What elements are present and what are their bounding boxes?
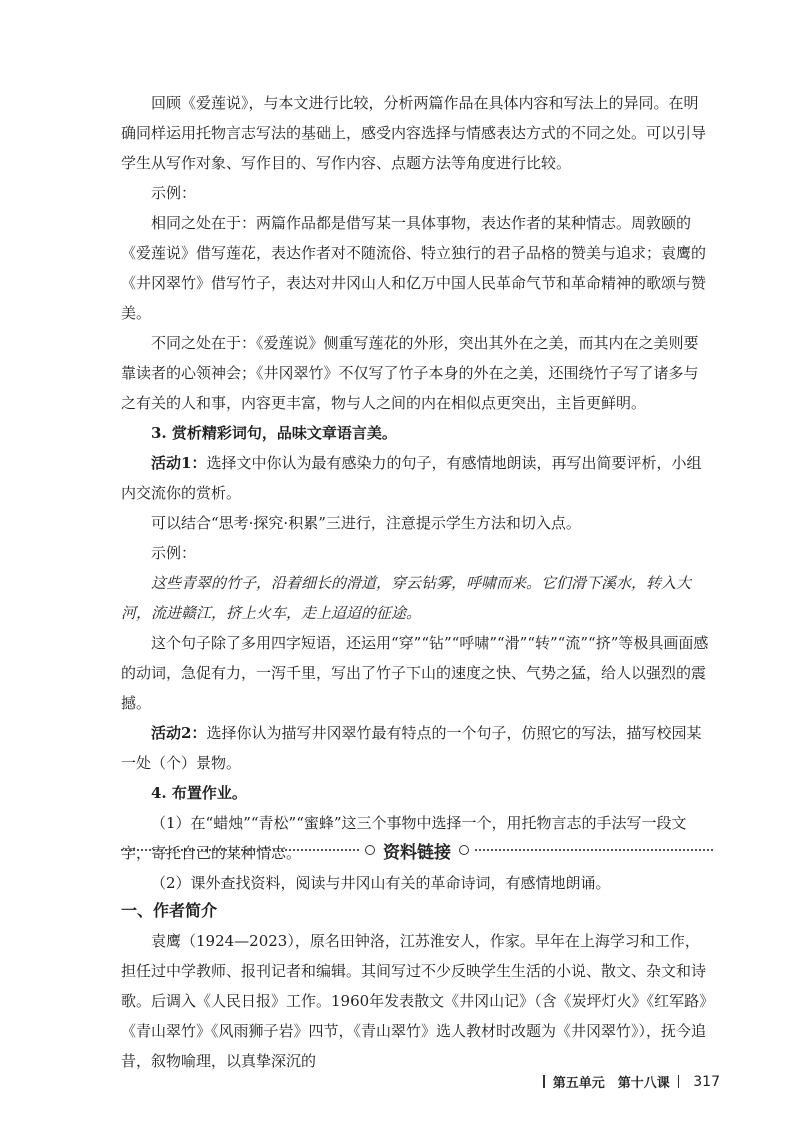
paragraph-similarities: 相同之处在于：两篇作品都是借写某一具体事物，表达作者的某种情志。周敦颐的《爱莲说》借写莲花，表达作者对不随流俗、特立独行的君子品格的赞美与追求；袁鹰的《井冈翠竹》借写竹子，表达对井冈山人和亿万中国人民革命气节和革命精神的歌颂与赞美。 [121, 214, 707, 322]
paragraph-hint: 可以结合“思考·探究·积累”三进行，注意提示学生方法和切入点。 [151, 514, 581, 532]
example-label-2: 示例： [151, 544, 197, 562]
author-bio: 袁鹰（1924—2023），原名田钟洛，江苏淮安人，作家。早年在上海学习和工作，担任过中学教师、报刊记者和编辑。其间写过不少反映学生生活的小说、散文、杂文和诗歌。后调入《人民日报》工作。1960年发表散文《井冈山记》（含《炭坪灯火》《红军路》《青山翠竹》《风雨狮子岩》四节，《青山翠竹》选人教材时改题为《井冈翠竹》），抚今追昔，叙物喻理，以真挚深沉的 [121, 932, 707, 1070]
page-footer [535, 1072, 720, 1091]
heading-step-4: 4. 布置作业。 [151, 784, 247, 802]
heading-step-3: 3. 赏析精彩词句，品味文章语言美。 [151, 424, 397, 442]
paragraph-differences: 不同之处在于：《爱莲说》侧重写莲花的外形，突出其外在之美，而其内在之美则要靠读者的心领神会；《井冈翠竹》不仅写了竹子本身的外在之美，还围绕竹子写了诸多与之有关的人和事，内容更丰富，物与人之间的内在相似点更突出，主旨更鲜明。 [121, 334, 699, 412]
author-intro-heading: 一、作者简介 [121, 901, 218, 920]
divider-dots-right [475, 849, 713, 851]
homework-2: （2）课外查找资料，阅读与井冈山有关的革命诗词，有感情地朗诵。 [151, 874, 611, 892]
example-label: 示例： [151, 184, 197, 202]
resource-section [121, 896, 713, 1076]
page-number: 317 [693, 1073, 720, 1090]
homework-1: （1）在“蜡烛”“青松”“蜜蜂”这三个事物中选择一个，用托物言志的手法写一段文字，寄托自己的某种情志。 [121, 814, 687, 862]
divider-dots-left [121, 849, 359, 851]
footer-separator [678, 1075, 680, 1088]
resource-divider [121, 838, 713, 862]
activity-1-label: 活动1： [151, 454, 207, 472]
main-text [121, 88, 713, 898]
activity-2 [121, 718, 713, 778]
activity-1-text: 选择文中你认为最有感染力的句子，有感情地朗读，再写出简要评析，小组内交流你的赏析。 [121, 454, 702, 502]
activity-2-text: 选择你认为描写井冈翠竹最有特点的一个句子，仿照它的写法，描写校园某一处（个）景物。 [121, 724, 702, 772]
divider-title: 资料链接 [383, 842, 451, 863]
activity-1 [121, 448, 713, 508]
quoted-sentence: 这些青翠的竹子，沿着细长的滑道，穿云钻雾，呼啸而来。它们滑下溪水，转入大河，流进赣江，挤上火车，走上迢迢的征途。 [121, 574, 692, 622]
footer-separator [543, 1075, 545, 1088]
footer-unit-lesson: 第五单元 第十八课 [552, 1076, 670, 1091]
circle-icon [365, 845, 375, 855]
paragraph-compare: 回顾《爱莲说》，与本文进行比较，分析两篇作品在具体内容和写法上的异同。在明确同样运用托物言志写法的基础上，感受内容选择与情感表达方式的不同之处。可以引导学生从写作对象、写作目的、写作内容、点题方法等角度进行比较。 [121, 94, 707, 172]
circle-icon [459, 845, 469, 855]
activity-2-label: 活动2： [151, 724, 207, 742]
paragraph-analysis: 这个句子除了多用四字短语，还运用“穿”“钻”“呼啸”“滑”“转”“流”“挤”等极具画面感的动词，急促有力，一泻千里，写出了竹子下山的速度之快、气势之猛，给人以强烈的震撼。 [121, 634, 709, 712]
